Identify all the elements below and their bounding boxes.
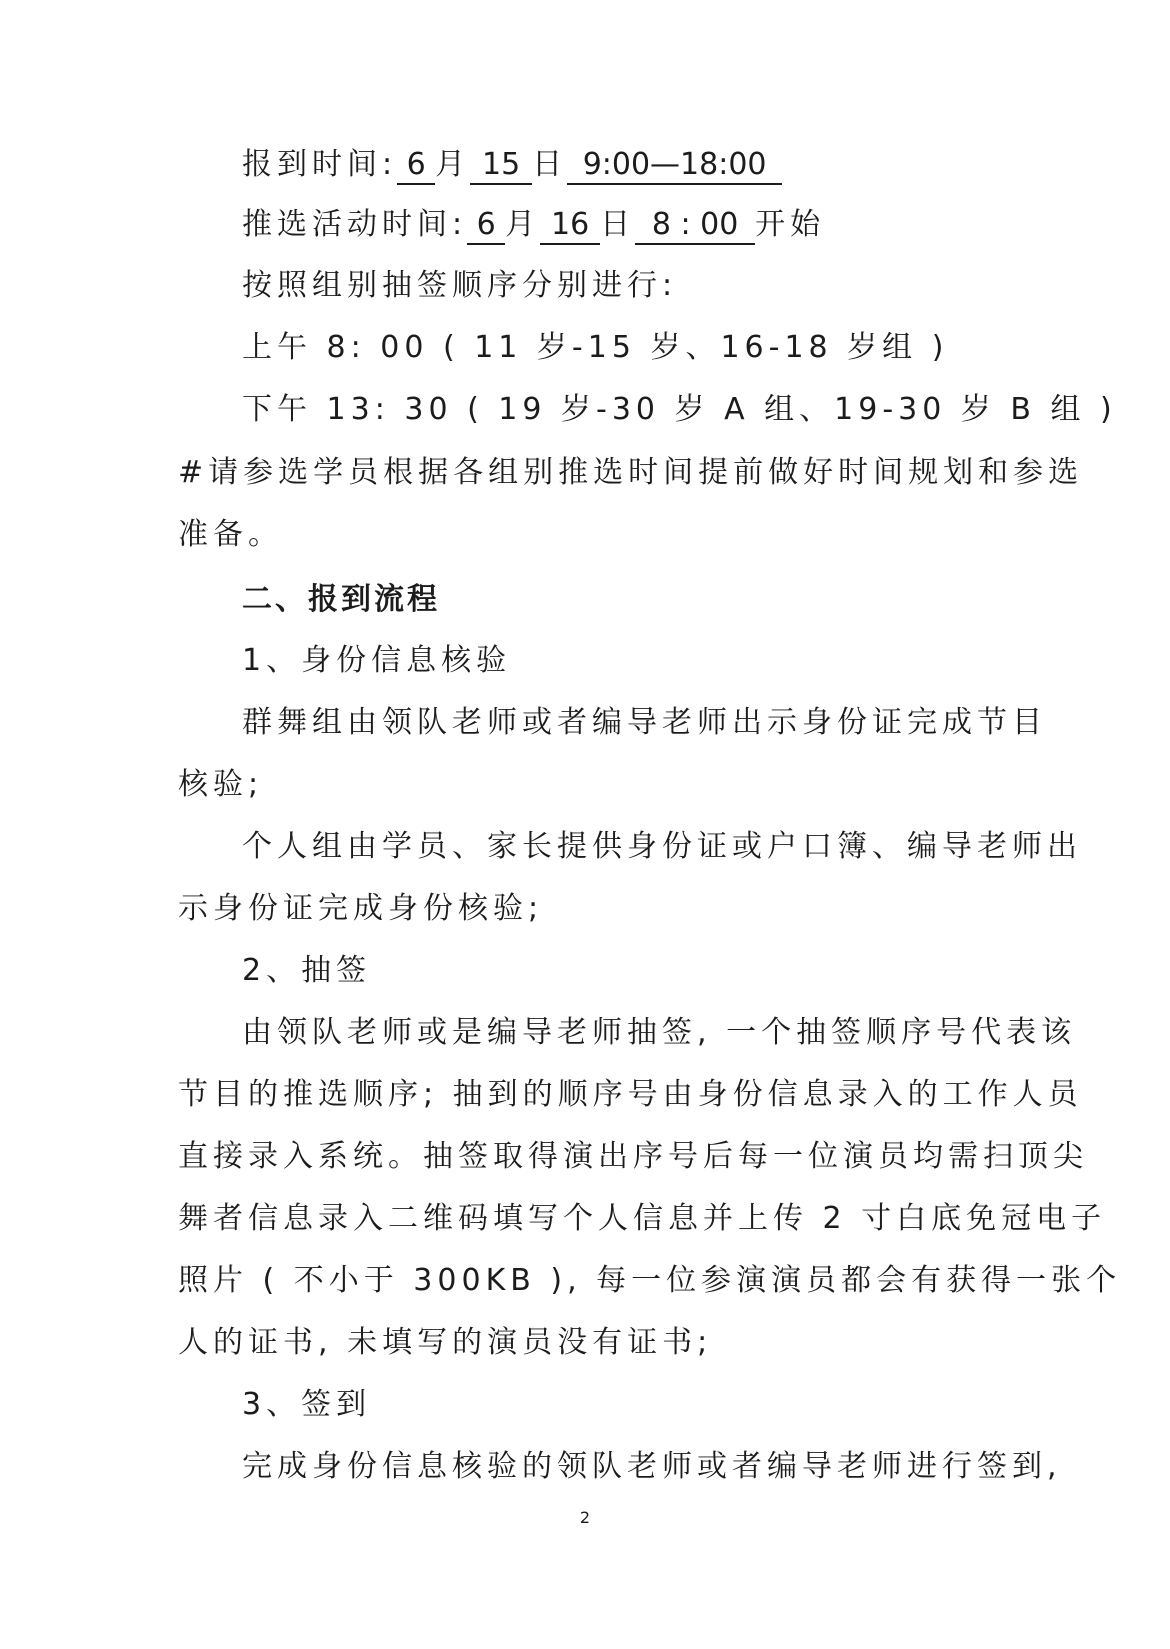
step1-paragraph1-line2: 核验; — [178, 767, 264, 802]
event-day-unit: 日 — [600, 207, 636, 242]
section-title: 二、报到流程 — [242, 582, 440, 617]
step1-paragraph2-line1: 个人组由学员、家长提供身份证或户口簿、编导老师出 — [242, 829, 1082, 864]
step2-line5: 照片 ( 不小于 300KB ), 每一位参演演员都会有获得一张个 — [178, 1263, 1122, 1298]
step1-paragraph1-line1: 群舞组由领队老师或者编导老师出示身份证完成节目 — [242, 705, 1047, 740]
event-time-suffix: 开始 — [755, 207, 826, 242]
checkin-month-unit: 月 — [435, 147, 471, 182]
step2-line4: 舞者信息录入二维码填写个人信息并上传 2 寸白底免冠电子 — [178, 1201, 1107, 1236]
event-time-line — [242, 205, 825, 245]
morning-schedule: 上午 8: 00 ( 11 岁-15 岁、16-18 岁组 ) — [242, 330, 949, 365]
step2-line1: 由领队老师或是编导老师抽签, 一个抽签顺序号代表该 — [242, 1015, 1077, 1050]
event-day: 16 — [540, 207, 600, 245]
checkin-day-unit: 日 — [532, 147, 568, 182]
step2-line3: 直接录入系统。抽签取得演出序号后每一位演员均需扫顶尖 — [178, 1139, 1088, 1174]
checkin-month: 6 — [397, 147, 435, 185]
step1-paragraph2-line2: 示身份证完成身份核验; — [178, 891, 544, 926]
checkin-time-label: 报到时间: — [242, 147, 398, 182]
reminder-line-2: 准备。 — [178, 517, 283, 552]
checkin-time-line — [242, 145, 782, 185]
reminder-line-1: #请参选学员根据各组别推选时间提前做好时间规划和参选 — [178, 455, 1084, 490]
page-number: 2 — [579, 1508, 591, 1527]
event-month: 6 — [467, 207, 505, 245]
step2-line2: 节目的推选顺序; 抽到的顺序号由身份信息录入的工作人员 — [178, 1077, 1083, 1112]
event-hour: 8 : 00 — [635, 207, 755, 245]
event-month-unit: 月 — [505, 207, 541, 242]
afternoon-schedule: 下午 13: 30 ( 19 岁-30 岁 A 组、19-30 岁 B 组 ) — [242, 392, 1117, 427]
step3-line1: 完成身份信息核验的领队老师或者编导老师进行签到, — [242, 1449, 1062, 1484]
step2-line6: 人的证书, 未填写的演员没有证书; — [178, 1325, 713, 1360]
step2-title: 2、抽签 — [242, 953, 372, 988]
order-note: 按照组别抽签顺序分别进行: — [242, 268, 678, 303]
checkin-hours: 9:00—18:00 — [567, 147, 782, 185]
step1-title: 1、身份信息核验 — [242, 643, 512, 678]
step3-title: 3、签到 — [242, 1387, 372, 1422]
checkin-day: 15 — [470, 147, 532, 185]
event-time-label: 推选活动时间: — [242, 207, 468, 242]
